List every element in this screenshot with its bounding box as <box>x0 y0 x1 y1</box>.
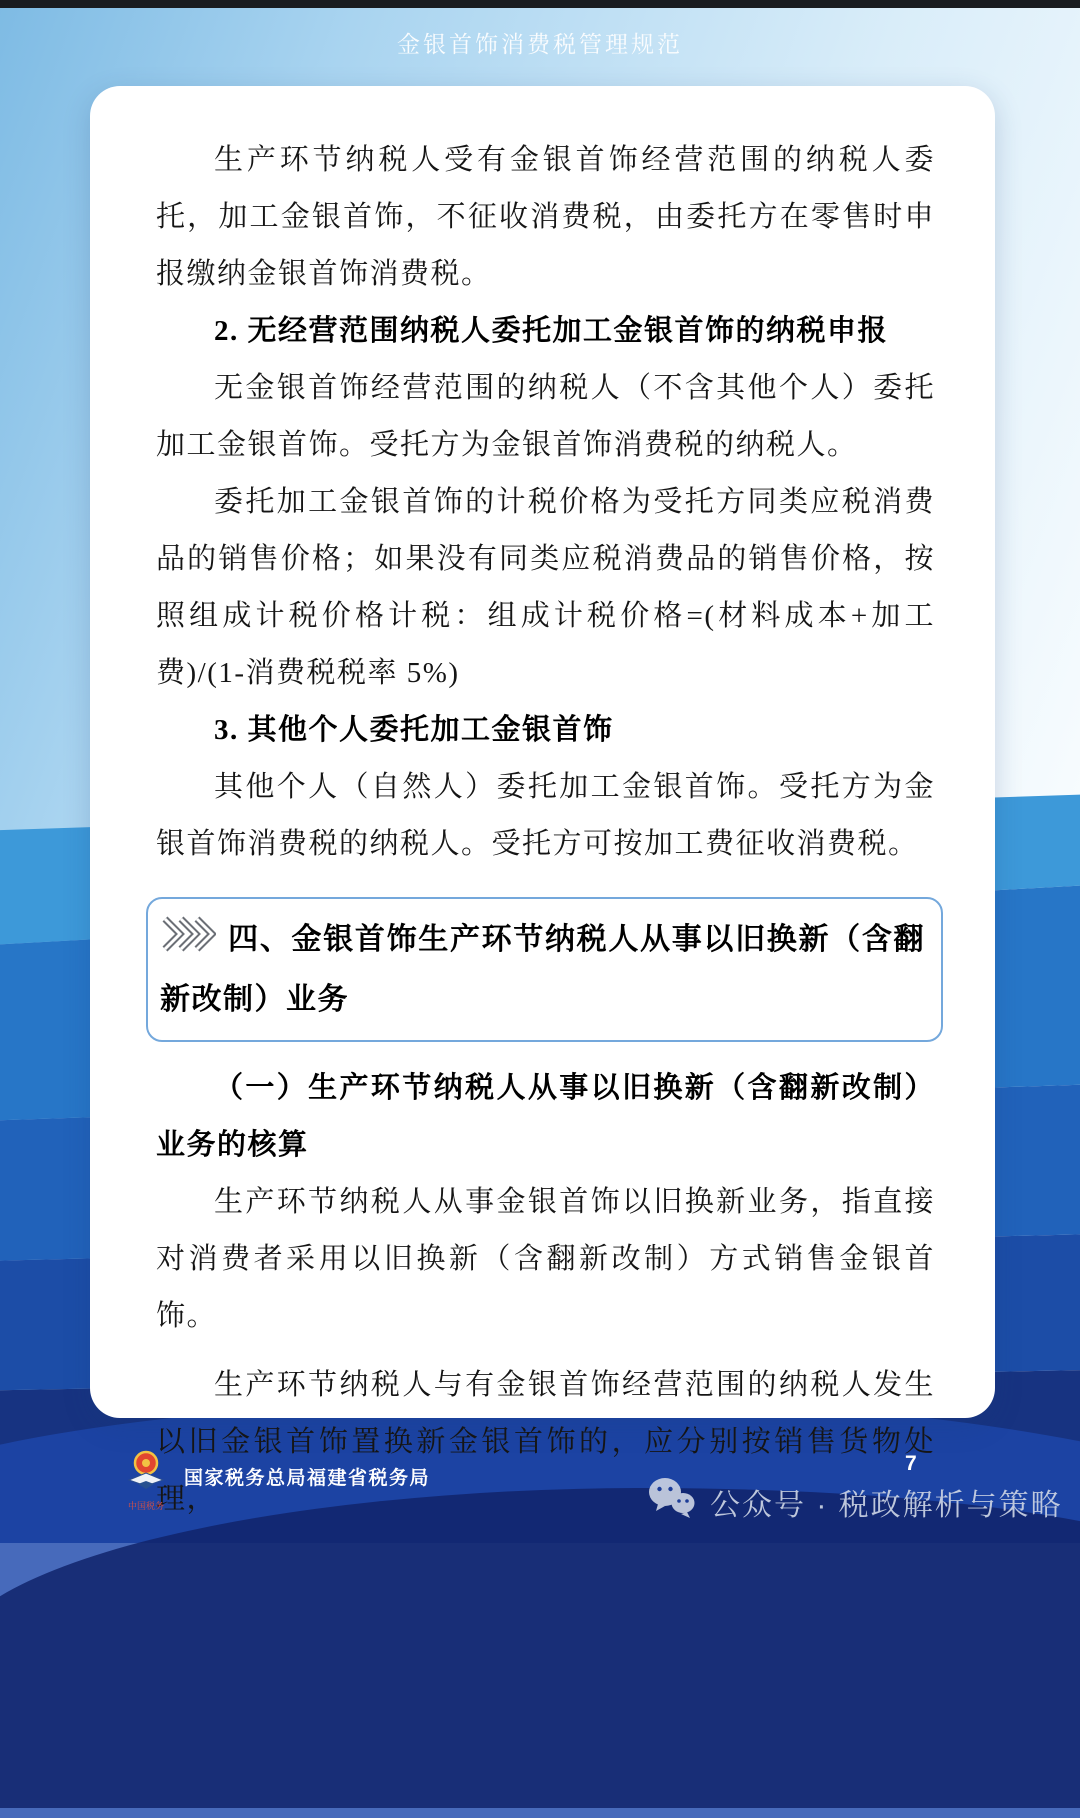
section-heading-3: 3. 其他个人委托加工金银首饰 <box>214 714 614 746</box>
wechat-icon <box>646 1476 698 1528</box>
section-4-boxed-heading <box>146 897 943 1042</box>
section-heading-2: 2. 无经营范围纳税人委托加工金银首饰的纳税申报 <box>214 315 889 347</box>
page-number: 7 <box>905 1452 917 1475</box>
paragraph-no-business-scope: 无金银首饰经营范围的纳税人（不含其他个人）委托加工金银首饰。受托方为金银首饰消费税的纳税人。 <box>156 372 935 461</box>
paragraph-trade-in-exchange: 生产环节纳税人与有金银首饰经营范围的纳税人发生以旧金银首饰置换新金银首饰的，应分别按销售货物处理， <box>156 1369 935 1515</box>
watermark-text: 公众号 · 税政解析与策略 <box>710 1489 1063 1522</box>
paragraph-other-individuals: 其他个人（自然人）委托加工金银首饰。受托方为金银首饰消费税的纳税人。受托方可按加工费征收消费税。 <box>156 771 935 860</box>
tax-bureau-emblem-icon <box>125 1450 167 1496</box>
footer-dark-curve <box>0 1488 1080 1808</box>
page-title: 金银首饰消费税管理规范 <box>397 31 683 57</box>
paragraph-entrusted-processing: 生产环节纳税人受有金银首饰经营范围的纳税人委托，加工金银首饰，不征收消费税，由委托方在零售时申报缴纳金银首饰消费税。 <box>156 144 935 290</box>
window-top-bar <box>0 0 1080 8</box>
subsection-heading-1: （一）生产环节纳税人从事以旧换新（含翻新改制）业务的核算 <box>156 1072 935 1161</box>
boxed-heading-text: 四、金银首饰生产环节纳税人从事以旧换新（含翻新改制）业务 <box>160 923 925 1016</box>
watermark-row <box>646 1476 1063 1528</box>
paragraph-tax-price-formula: 委托加工金银首饰的计税价格为受托方同类应税消费品的销售价格；如果没有同类应税消费品的销售价格，按照组成计税价格计税：组成计税价格=(材料成本+加工费)/(1-消费税税率 5%) <box>156 486 935 689</box>
paragraph-trade-in-definition: 生产环节纳税人从事金银首饰以旧换新业务，指直接对消费者采用以旧换新（含翻新改制）方式销售金银首饰。 <box>156 1186 935 1332</box>
footer-agency-name: 国家税务总局福建省税务局 <box>184 1468 431 1489</box>
tax-bureau-logo <box>118 1450 174 1511</box>
triple-chevron-icon <box>160 914 216 971</box>
logo-caption: 中国税务 <box>127 1501 164 1511</box>
